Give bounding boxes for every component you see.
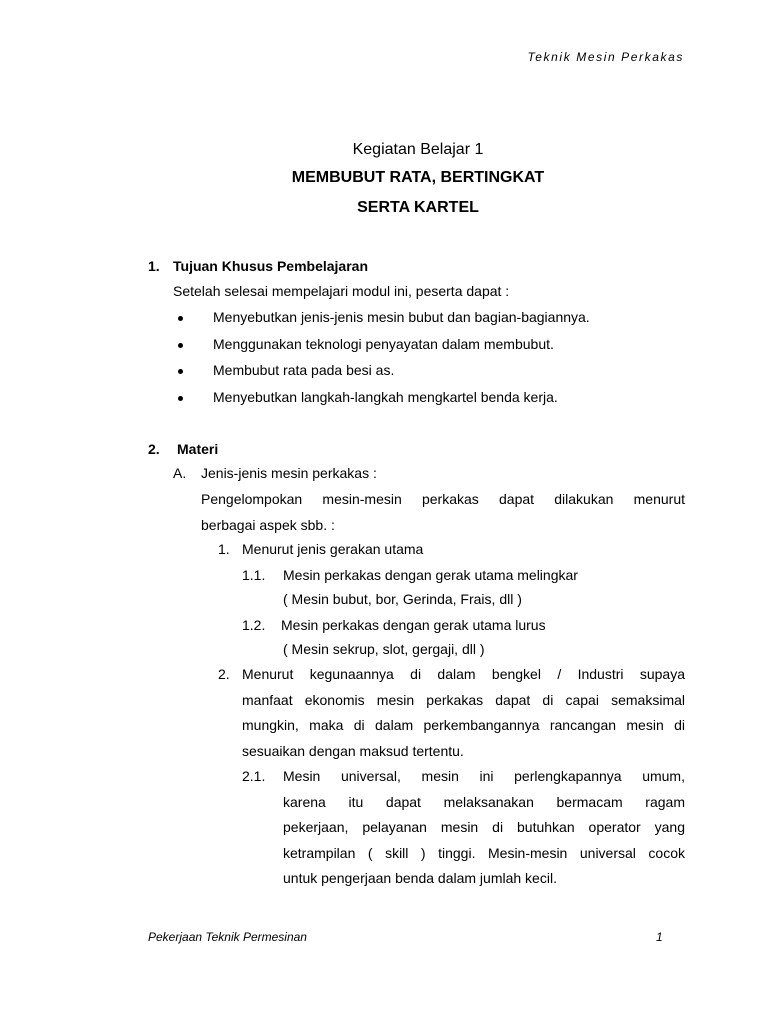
paragraph-line: manfaat ekonomis mesin perkakas dapat di capai semaksimal [242, 691, 685, 708]
item-2-1-paragraph [283, 764, 685, 892]
main-title-line-2: SERTA KARTEL [357, 199, 479, 216]
paragraph-line: mungkin, maka di dalam perkembangannya rancangan mesin di [242, 717, 685, 733]
objective-item: Menyebutkan langkah-langkah mengkartel benda kerja. [213, 389, 558, 405]
paragraph-line: pekerjaan, pelayanan mesin di butuhkan operator yang [283, 819, 685, 835]
section-1-heading: Tujuan Khusus Pembelajaran [173, 258, 369, 274]
item-1-1-example: ( Mesin bubut, bor, Gerinda, Frais, dll ) [283, 591, 522, 607]
bullet-icon [178, 316, 183, 321]
item-2-paragraph [242, 662, 685, 764]
bullet-icon [178, 396, 183, 401]
paragraph-line: berbagai aspek sbb. : [201, 516, 335, 533]
section-2-number: 2. [148, 441, 160, 457]
subsection-a-title: Jenis-jenis mesin perkakas : [201, 465, 377, 481]
paragraph-line: untuk pengerjaan benda dalam jumlah kecil. [283, 870, 557, 886]
paragraph-line: Pengelompokan mesin-mesin perkakas dapat dilakukan menurut [201, 491, 685, 507]
item-2-1-number: 2.1. [242, 768, 266, 784]
subsection-a-label: A. [173, 465, 187, 481]
item-1-1-text: Mesin perkakas dengan gerak utama melingkar [283, 567, 578, 583]
paragraph-line: ketrampilan ( skill ) tinggi. Mesin-mesin universal cocok [283, 844, 685, 861]
page-number: 1 [656, 930, 663, 944]
paragraph-line: Menurut kegunaannya di dalam bengkel / Industri supaya [242, 666, 685, 682]
item-1-1-number: 1.1. [242, 567, 266, 583]
item-1-text: Menurut jenis gerakan utama [242, 541, 424, 557]
section-1-number: 1. [148, 258, 160, 274]
paragraph-line: karena itu dapat melaksanakan bermacam ragam [283, 793, 685, 810]
bullet-icon [178, 343, 183, 348]
item-1-number: 1. [218, 541, 230, 557]
main-title-line-1: MEMBUBUT RATA, BERTINGKAT [291, 169, 545, 186]
paragraph-line: Mesin universal, mesin ini perlengkapannya umum, [283, 768, 685, 784]
item-1-2-number: 1.2. [242, 617, 266, 633]
section-2-heading: Materi [177, 441, 219, 457]
item-1-2-example: ( Mesin sekrup, slot, gergaji, dll ) [283, 641, 485, 657]
objective-item: Menyebutkan jenis-jenis mesin bubut dan bagian-bagiannya. [213, 309, 590, 325]
section-1-intro: Setelah selesai mempelajari modul ini, peserta dapat : [173, 283, 510, 299]
item-2-number: 2. [218, 666, 230, 682]
objective-item: Membubut rata pada besi as. [213, 362, 395, 378]
paragraph-line: sesuaikan dengan maksud tertentu. [242, 742, 464, 759]
item-1-2-text: Mesin perkakas dengan gerak utama lurus [281, 617, 546, 633]
objective-item: Menggunakan teknologi penyayatan dalam membubut. [213, 336, 554, 352]
activity-title: Kegiatan Belajar 1 [352, 141, 484, 158]
bullet-icon [178, 369, 183, 374]
subsection-a-paragraph [201, 487, 685, 538]
footer-title: Pekerjaan Teknik Permesinan [148, 930, 307, 944]
running-header: Teknik Mesin Perkakas [527, 50, 684, 64]
